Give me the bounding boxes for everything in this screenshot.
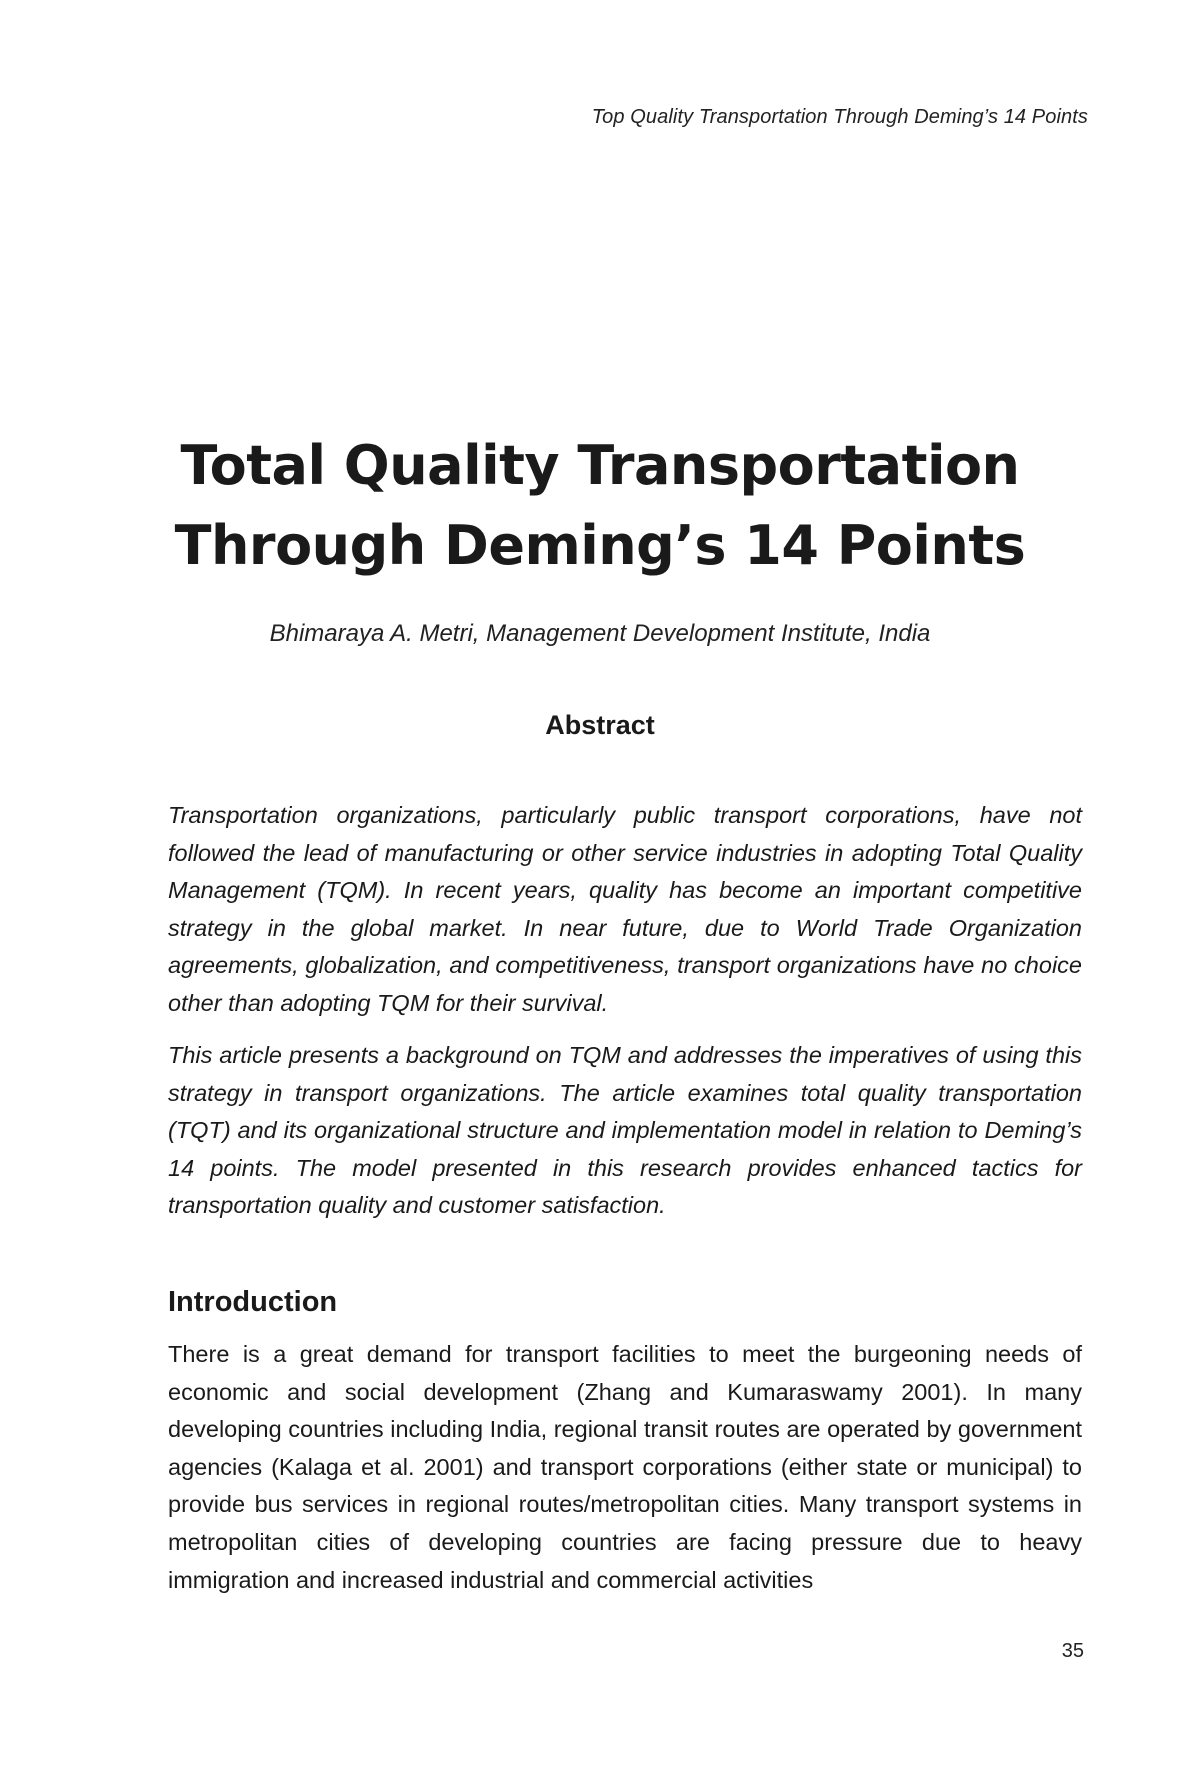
article-title	[0, 426, 1200, 586]
author-affiliation: Bhimaraya A. Metri, Management Development Institute, India	[269, 620, 931, 647]
introduction-paragraph	[168, 1336, 1082, 1599]
title-line-2: Through Deming’s 14 Points	[174, 514, 1026, 577]
title-line-1: Total Quality Transportation	[180, 434, 1020, 497]
abstract-paragraph-2-text: This article presents a background on TQM and addresses the imperatives of using this strategy in transport organizations. The article examines total quality transportation (TQT) and its organizational structure and implementation model in relation to Deming’s 14 points. The model presented in this research provides enhanced tactics for transportation quality and customer satisfaction.	[168, 1042, 1082, 1219]
introduction-paragraph-text: There is a great demand for transport facilities to meet the burgeoning needs of economic and social development (Zhang and Kumaraswamy 2001). In many developing countries including India, regional transit routes are operated by government agencies (Kalaga et al. 2001) and transport corporations (either state or municipal) to provide bus services in regional routes/metropolitan cities. Many transport systems in metropolitan cities of developing countries are facing pressure due to heavy immigration and increased industrial and commercial activities	[168, 1341, 1082, 1593]
page-number: 35	[1061, 1640, 1084, 1662]
abstract-paragraph-1	[168, 797, 1082, 1023]
abstract-paragraph-1-text: Transportation organizations, particularly public transport corporations, have not followed the lead of manufacturing or other service industries in adopting Total Quality Management (TQM). In recent years, quality has become an important competitive strategy in the global market. In near future, due to World Trade Organization agreements, globalization, and competitiveness, transport organizations have no choice other than adopting TQM for their survival.	[168, 802, 1082, 1016]
abstract-paragraph-2	[168, 1037, 1082, 1225]
introduction-heading: Introduction	[168, 1286, 338, 1318]
running-head: Top Quality Transportation Through Deming’s 14 Points	[591, 106, 1088, 128]
abstract-heading: Abstract	[545, 710, 655, 740]
